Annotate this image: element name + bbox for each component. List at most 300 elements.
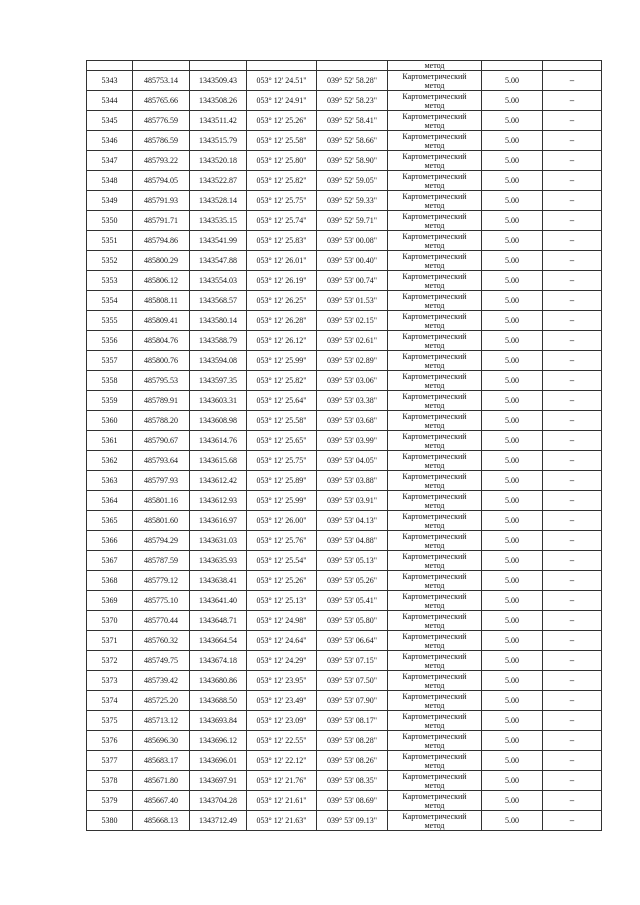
cell-y-coordinate: 1343616.97 <box>190 511 247 531</box>
cell-latitude: 053° 12' 23.95" <box>247 671 317 691</box>
cell-empty <box>133 61 190 71</box>
cell-x-coordinate: 485787.59 <box>133 551 190 571</box>
method-line-1: Картометрический <box>402 311 467 321</box>
cell-x-coordinate: 485804.76 <box>133 331 190 351</box>
cell-x-coordinate: 485776.59 <box>133 111 190 131</box>
cell-method <box>388 731 482 751</box>
cell-x-coordinate: 485793.22 <box>133 151 190 171</box>
cell-note: – <box>543 771 602 791</box>
method-line-1: Картометрический <box>402 531 467 541</box>
cell-point-number: 5354 <box>87 291 133 311</box>
cell-x-coordinate: 485790.67 <box>133 431 190 451</box>
cell-latitude: 053° 12' 24.98" <box>247 611 317 631</box>
cell-y-coordinate: 1343515.79 <box>190 131 247 151</box>
cell-latitude: 053° 12' 25.80" <box>247 151 317 171</box>
cell-method <box>388 371 482 391</box>
cell-point-number: 5359 <box>87 391 133 411</box>
table-row <box>87 371 602 391</box>
cell-x-coordinate: 485667.40 <box>133 791 190 811</box>
cell-point-number: 5349 <box>87 191 133 211</box>
cell-empty <box>247 61 317 71</box>
cell-latitude: 053° 12' 25.82" <box>247 371 317 391</box>
cell-method <box>388 391 482 411</box>
cell-y-coordinate: 1343697.91 <box>190 771 247 791</box>
cell-note: – <box>543 91 602 111</box>
cell-point-number: 5346 <box>87 131 133 151</box>
cell-point-number: 5350 <box>87 211 133 231</box>
method-line-1: Картометрический <box>402 551 467 561</box>
table-row <box>87 311 602 331</box>
cell-longitude: 039° 53' 06.64" <box>317 631 388 651</box>
cell-point-number: 5358 <box>87 371 133 391</box>
cell-latitude: 053° 12' 23.09" <box>247 711 317 731</box>
cell-accuracy: 5.00 <box>482 351 543 371</box>
cell-method <box>388 131 482 151</box>
cell-note: – <box>543 151 602 171</box>
cell-method <box>388 71 482 91</box>
cell-x-coordinate: 485795.53 <box>133 371 190 391</box>
method-line-1: Картометрический <box>402 751 467 761</box>
cell-empty <box>543 61 602 71</box>
table-row <box>87 71 602 91</box>
cell-accuracy: 5.00 <box>482 611 543 631</box>
cell-accuracy: 5.00 <box>482 711 543 731</box>
cell-note: – <box>543 251 602 271</box>
cell-accuracy: 5.00 <box>482 671 543 691</box>
cell-x-coordinate: 485696.30 <box>133 731 190 751</box>
table-row <box>87 231 602 251</box>
method-line-2: метод <box>424 380 445 390</box>
cell-x-coordinate: 485794.86 <box>133 231 190 251</box>
cell-accuracy: 5.00 <box>482 251 543 271</box>
cell-longitude: 039° 53' 08.26" <box>317 751 388 771</box>
method-line-1: Картометрический <box>402 411 467 421</box>
table-row <box>87 471 602 491</box>
cell-method <box>388 531 482 551</box>
cell-method <box>388 431 482 451</box>
cell-latitude: 053° 12' 24.64" <box>247 631 317 651</box>
cell-accuracy: 5.00 <box>482 571 543 591</box>
cell-point-number: 5380 <box>87 811 133 831</box>
method-line-1: Картометрический <box>402 491 467 501</box>
cell-method <box>388 111 482 131</box>
method-line-2: метод <box>424 580 445 590</box>
table-row <box>87 191 602 211</box>
method-line-2: метод <box>424 780 445 790</box>
table-row <box>87 291 602 311</box>
cell-note: – <box>543 211 602 231</box>
table-row-continued <box>87 61 602 71</box>
cell-accuracy: 5.00 <box>482 531 543 551</box>
method-line-2: метод <box>424 180 445 190</box>
method-line-1: Картометрический <box>402 371 467 381</box>
cell-longitude: 039° 53' 03.06" <box>317 371 388 391</box>
cell-accuracy: 5.00 <box>482 171 543 191</box>
cell-latitude: 053° 12' 25.13" <box>247 591 317 611</box>
cell-latitude: 053° 12' 21.63" <box>247 811 317 831</box>
table-row <box>87 591 602 611</box>
cell-point-number: 5361 <box>87 431 133 451</box>
cell-latitude: 053° 12' 23.49" <box>247 691 317 711</box>
method-line-1: Картометрический <box>402 131 467 141</box>
cell-x-coordinate: 485794.05 <box>133 171 190 191</box>
cell-method <box>388 91 482 111</box>
cell-point-number: 5374 <box>87 691 133 711</box>
cell-accuracy: 5.00 <box>482 111 543 131</box>
cell-point-number: 5352 <box>87 251 133 271</box>
cell-latitude: 053° 12' 25.89" <box>247 471 317 491</box>
cell-y-coordinate: 1343641.40 <box>190 591 247 611</box>
cell-method <box>388 271 482 291</box>
table-row <box>87 271 602 291</box>
cell-x-coordinate: 485668.13 <box>133 811 190 831</box>
method-line-2: метод <box>424 520 445 530</box>
cell-longitude: 039° 53' 04.13" <box>317 511 388 531</box>
cell-longitude: 039° 53' 09.13" <box>317 811 388 831</box>
cell-note: – <box>543 391 602 411</box>
cell-y-coordinate: 1343696.12 <box>190 731 247 751</box>
cell-latitude: 053° 12' 21.76" <box>247 771 317 791</box>
cell-method <box>388 451 482 471</box>
cell-note: – <box>543 571 602 591</box>
cell-longitude: 039° 52' 58.90" <box>317 151 388 171</box>
table-row <box>87 511 602 531</box>
cell-point-number: 5377 <box>87 751 133 771</box>
cell-x-coordinate: 485775.10 <box>133 591 190 611</box>
cell-accuracy: 5.00 <box>482 311 543 331</box>
cell-method <box>388 791 482 811</box>
cell-longitude: 039° 53' 04.05" <box>317 451 388 471</box>
cell-point-number: 5367 <box>87 551 133 571</box>
cell-accuracy: 5.00 <box>482 231 543 251</box>
cell-x-coordinate: 485806.12 <box>133 271 190 291</box>
cell-point-number: 5370 <box>87 611 133 631</box>
table-row <box>87 451 602 471</box>
method-line-2: метод <box>424 80 445 90</box>
cell-note: – <box>543 431 602 451</box>
cell-note: – <box>543 711 602 731</box>
cell-accuracy: 5.00 <box>482 591 543 611</box>
method-line-2: метод <box>424 700 445 710</box>
cell-note: – <box>543 751 602 771</box>
cell-note: – <box>543 591 602 611</box>
cell-point-number: 5351 <box>87 231 133 251</box>
cell-point-number: 5378 <box>87 771 133 791</box>
cell-method <box>388 811 482 831</box>
method-line-1: Картометрический <box>402 211 467 221</box>
cell-y-coordinate: 1343635.93 <box>190 551 247 571</box>
cell-note: – <box>543 811 602 831</box>
cell-y-coordinate: 1343580.14 <box>190 311 247 331</box>
cell-y-coordinate: 1343522.87 <box>190 171 247 191</box>
cell-point-number: 5357 <box>87 351 133 371</box>
cell-point-number: 5365 <box>87 511 133 531</box>
method-line-1: Картометрический <box>402 571 467 581</box>
cell-accuracy: 5.00 <box>482 631 543 651</box>
cell-latitude: 053° 12' 25.26" <box>247 571 317 591</box>
table-row <box>87 211 602 231</box>
cell-longitude: 039° 53' 05.13" <box>317 551 388 571</box>
cell-latitude: 053° 12' 25.74" <box>247 211 317 231</box>
cell-y-coordinate: 1343603.31 <box>190 391 247 411</box>
cell-point-number: 5369 <box>87 591 133 611</box>
method-line-2: метод <box>424 720 445 730</box>
cell-note: – <box>543 471 602 491</box>
cell-method <box>388 311 482 331</box>
cell-point-number: 5376 <box>87 731 133 751</box>
cell-accuracy: 5.00 <box>482 731 543 751</box>
method-line-2: метод <box>424 620 445 630</box>
cell-accuracy: 5.00 <box>482 411 543 431</box>
cell-point-number: 5343 <box>87 71 133 91</box>
cell-longitude: 039° 53' 03.91" <box>317 491 388 511</box>
cell-longitude: 039° 53' 07.15" <box>317 651 388 671</box>
cell-method <box>388 691 482 711</box>
cell-y-coordinate: 1343614.76 <box>190 431 247 451</box>
cell-note: – <box>543 111 602 131</box>
method-line-2: метод <box>424 420 445 430</box>
method-line-1: Картометрический <box>402 151 467 161</box>
table-row <box>87 131 602 151</box>
cell-y-coordinate: 1343664.54 <box>190 631 247 651</box>
cell-longitude: 039° 53' 00.40" <box>317 251 388 271</box>
cell-method <box>388 171 482 191</box>
cell-y-coordinate: 1343554.03 <box>190 271 247 291</box>
table-row <box>87 431 602 451</box>
cell-method <box>388 631 482 651</box>
cell-longitude: 039° 52' 59.05" <box>317 171 388 191</box>
method-line-1: Картометрический <box>402 451 467 461</box>
method-line-2: метод <box>424 320 445 330</box>
cell-accuracy: 5.00 <box>482 331 543 351</box>
cell-y-coordinate: 1343648.71 <box>190 611 247 631</box>
table-row <box>87 711 602 731</box>
method-line-1: Картометрический <box>402 251 467 261</box>
method-line-1: Картометрический <box>402 331 467 341</box>
cell-x-coordinate: 485801.16 <box>133 491 190 511</box>
cell-note: – <box>543 331 602 351</box>
cell-longitude: 039° 53' 08.35" <box>317 771 388 791</box>
cell-method <box>388 771 482 791</box>
cell-latitude: 053° 12' 25.99" <box>247 491 317 511</box>
cell-accuracy: 5.00 <box>482 791 543 811</box>
table-row <box>87 571 602 591</box>
method-line-2: метод <box>424 640 445 650</box>
method-line-2: метод <box>424 480 445 490</box>
cell-x-coordinate: 485725.20 <box>133 691 190 711</box>
method-line-1: Картометрический <box>402 171 467 181</box>
method-line-2: метод <box>424 340 445 350</box>
cell-longitude: 039° 53' 08.69" <box>317 791 388 811</box>
cell-longitude: 039° 52' 58.23" <box>317 91 388 111</box>
cell-accuracy: 5.00 <box>482 751 543 771</box>
method-line-1: Картометрический <box>402 231 467 241</box>
method-line-1: Картометрический <box>402 431 467 441</box>
cell-latitude: 053° 12' 24.51" <box>247 71 317 91</box>
cell-latitude: 053° 12' 26.12" <box>247 331 317 351</box>
cell-y-coordinate: 1343509.43 <box>190 71 247 91</box>
cell-point-number: 5355 <box>87 311 133 331</box>
cell-latitude: 053° 12' 26.28" <box>247 311 317 331</box>
cell-longitude: 039° 52' 59.33" <box>317 191 388 211</box>
cell-note: – <box>543 611 602 631</box>
cell-latitude: 053° 12' 25.83" <box>247 231 317 251</box>
cell-longitude: 039° 53' 03.88" <box>317 471 388 491</box>
cell-empty <box>87 61 133 71</box>
cell-longitude: 039° 53' 02.15" <box>317 311 388 331</box>
cell-x-coordinate: 485789.91 <box>133 391 190 411</box>
cell-point-number: 5379 <box>87 791 133 811</box>
method-line-2: метод <box>424 100 445 110</box>
cell-x-coordinate: 485683.17 <box>133 751 190 771</box>
method-line-1: Картометрический <box>402 611 467 621</box>
cell-note: – <box>543 691 602 711</box>
table-row <box>87 531 602 551</box>
cell-method <box>388 471 482 491</box>
cell-latitude: 053° 12' 24.91" <box>247 91 317 111</box>
cell-latitude: 053° 12' 25.82" <box>247 171 317 191</box>
method-line-1: Картометрический <box>402 191 467 201</box>
cell-accuracy: 5.00 <box>482 71 543 91</box>
method-line-1: Картометрический <box>402 71 467 81</box>
cell-method <box>388 671 482 691</box>
cell-note: – <box>543 551 602 571</box>
method-line-2: метод <box>424 560 445 570</box>
table-row <box>87 251 602 271</box>
cell-x-coordinate: 485808.11 <box>133 291 190 311</box>
table-row <box>87 171 602 191</box>
cell-note: – <box>543 271 602 291</box>
cell-point-number: 5356 <box>87 331 133 351</box>
cell-empty <box>482 61 543 71</box>
cell-point-number: 5348 <box>87 171 133 191</box>
method-line-1: Картометрический <box>402 631 467 641</box>
cell-x-coordinate: 485794.29 <box>133 531 190 551</box>
cell-note: – <box>543 651 602 671</box>
table-row <box>87 151 602 171</box>
method-line-1: Картометрический <box>402 671 467 681</box>
method-line-2: метод <box>424 300 445 310</box>
method-line-2: метод <box>424 820 445 830</box>
cell-longitude: 039° 53' 05.41" <box>317 591 388 611</box>
cell-empty <box>190 61 247 71</box>
cell-latitude: 053° 12' 26.01" <box>247 251 317 271</box>
method-line-2: метод <box>424 260 445 270</box>
cell-y-coordinate: 1343541.99 <box>190 231 247 251</box>
method-line-1: Картометрический <box>402 791 467 801</box>
cell-note: – <box>543 191 602 211</box>
method-line-2: метод <box>424 760 445 770</box>
cell-longitude: 039° 53' 03.38" <box>317 391 388 411</box>
cell-note: – <box>543 291 602 311</box>
table-row <box>87 651 602 671</box>
cell-x-coordinate: 485800.29 <box>133 251 190 271</box>
cell-y-coordinate: 1343520.18 <box>190 151 247 171</box>
cell-latitude: 053° 12' 25.75" <box>247 191 317 211</box>
cell-point-number: 5363 <box>87 471 133 491</box>
cell-latitude: 053° 12' 26.00" <box>247 511 317 531</box>
cell-note: – <box>543 231 602 251</box>
method-line-1: Картометрический <box>402 651 467 661</box>
method-line-2: метод <box>424 200 445 210</box>
cell-latitude: 053° 12' 26.19" <box>247 271 317 291</box>
table-row <box>87 331 602 351</box>
cell-latitude: 053° 12' 22.55" <box>247 731 317 751</box>
cell-x-coordinate: 485671.80 <box>133 771 190 791</box>
method-line-2: метод <box>424 600 445 610</box>
cell-accuracy: 5.00 <box>482 151 543 171</box>
cell-method <box>388 711 482 731</box>
method-line-1: Картометрический <box>402 771 467 781</box>
table-row <box>87 551 602 571</box>
method-line-1: Картометрический <box>402 591 467 601</box>
cell-x-coordinate: 485770.44 <box>133 611 190 631</box>
cell-latitude: 053° 12' 24.29" <box>247 651 317 671</box>
cell-x-coordinate: 485801.60 <box>133 511 190 531</box>
cell-y-coordinate: 1343594.08 <box>190 351 247 371</box>
cell-x-coordinate: 485753.14 <box>133 71 190 91</box>
cell-x-coordinate: 485788.20 <box>133 411 190 431</box>
cell-longitude: 039° 53' 02.61" <box>317 331 388 351</box>
cell-point-number: 5353 <box>87 271 133 291</box>
cell-longitude: 039° 53' 07.90" <box>317 691 388 711</box>
cell-latitude: 053° 12' 25.75" <box>247 451 317 471</box>
cell-y-coordinate: 1343693.84 <box>190 711 247 731</box>
cell-y-coordinate: 1343674.18 <box>190 651 247 671</box>
cell-longitude: 039° 53' 05.26" <box>317 571 388 591</box>
cell-point-number: 5368 <box>87 571 133 591</box>
method-line-1: Картометрический <box>402 271 467 281</box>
cell-accuracy: 5.00 <box>482 511 543 531</box>
cell-x-coordinate: 485713.12 <box>133 711 190 731</box>
cell-note: – <box>543 791 602 811</box>
cell-accuracy: 5.00 <box>482 651 543 671</box>
cell-latitude: 053° 12' 25.58" <box>247 131 317 151</box>
cell-longitude: 039° 53' 07.50" <box>317 671 388 691</box>
cell-point-number: 5375 <box>87 711 133 731</box>
cell-method <box>388 191 482 211</box>
cell-note: – <box>543 631 602 651</box>
method-line-2: метод <box>424 660 445 670</box>
cell-x-coordinate: 485797.93 <box>133 471 190 491</box>
method-line-2: метод <box>424 540 445 550</box>
cell-y-coordinate: 1343612.93 <box>190 491 247 511</box>
cell-longitude: 039° 53' 02.89" <box>317 351 388 371</box>
method-line-1: Картометрический <box>402 291 467 301</box>
cell-point-number: 5347 <box>87 151 133 171</box>
cell-accuracy: 5.00 <box>482 371 543 391</box>
cell-y-coordinate: 1343696.01 <box>190 751 247 771</box>
cell-longitude: 039° 52' 58.41" <box>317 111 388 131</box>
method-line-2: метод <box>424 160 445 170</box>
cell-x-coordinate: 485786.59 <box>133 131 190 151</box>
cell-x-coordinate: 485779.12 <box>133 571 190 591</box>
table-row <box>87 671 602 691</box>
coordinates-table-page <box>86 60 601 831</box>
method-line-1: Картометрический <box>402 811 467 821</box>
cell-method <box>388 411 482 431</box>
cell-note: – <box>543 311 602 331</box>
table-row <box>87 791 602 811</box>
method-line-1: Картометрический <box>402 731 467 741</box>
method-line-2: метод <box>424 680 445 690</box>
cell-latitude: 053° 12' 25.64" <box>247 391 317 411</box>
cell-point-number: 5360 <box>87 411 133 431</box>
cell-accuracy: 5.00 <box>482 291 543 311</box>
cell-y-coordinate: 1343712.49 <box>190 811 247 831</box>
cell-longitude: 039° 53' 00.74" <box>317 271 388 291</box>
cell-x-coordinate: 485791.71 <box>133 211 190 231</box>
